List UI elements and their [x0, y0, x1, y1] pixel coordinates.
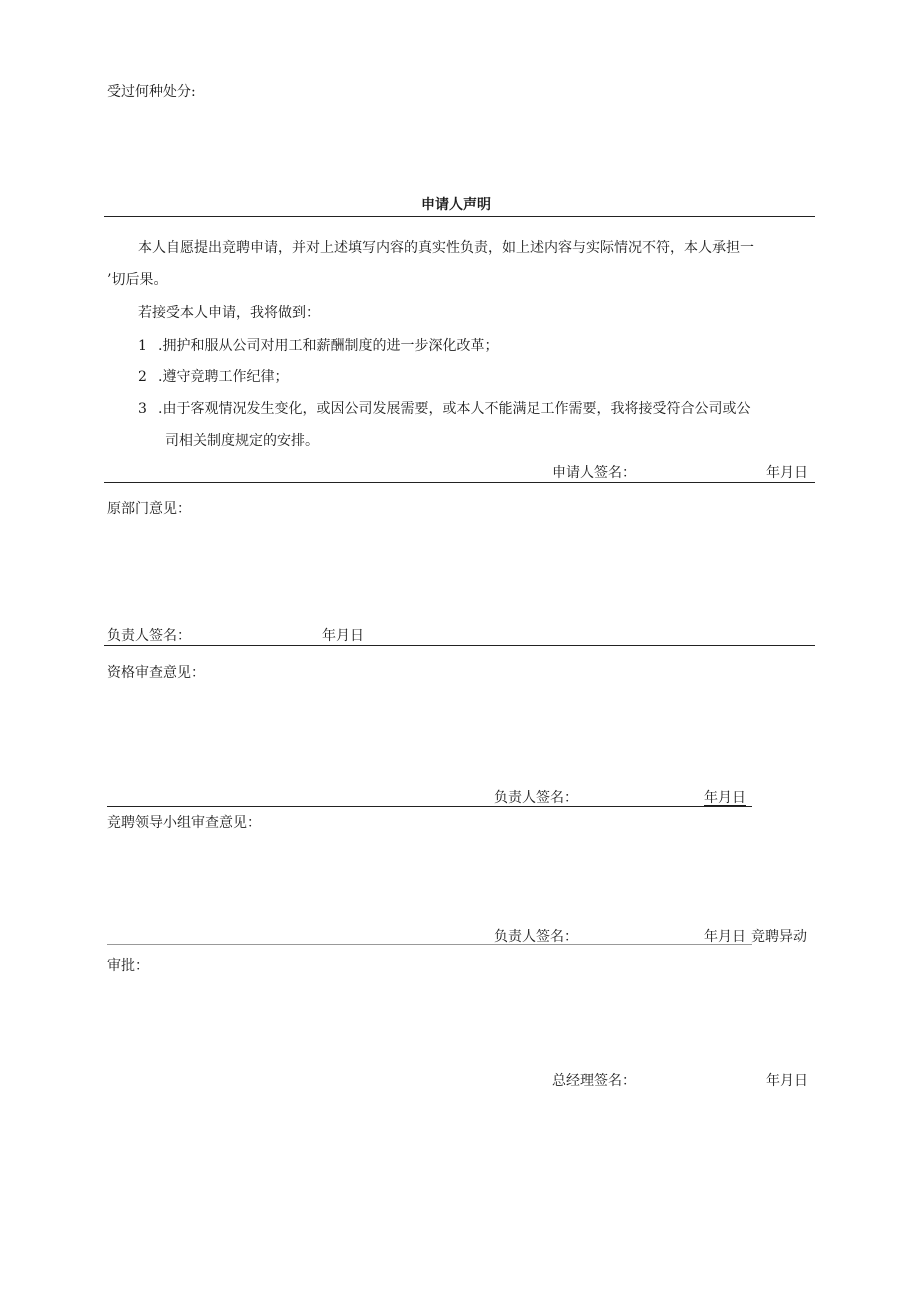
qualification-label: 资格审查意见： [107, 665, 205, 681]
punishment-label: 受过何种处分: [107, 84, 196, 100]
declaration-item-1-text: .拥护和服从公司对用工和薪酬制度的进一步深化改革； [158, 338, 499, 354]
applicant-signature-date: 年月日 [766, 465, 808, 481]
leadership-rule [107, 944, 752, 945]
qualification-rule [107, 806, 752, 807]
declaration-top-rule [104, 216, 815, 217]
original-dept-signature-label: 负责人签名： [107, 628, 191, 644]
declaration-item-3-text: .由于客观情况发生变化，或因公司发展需要，或本人不能满足工作需要，我将接受符合公司或公 [158, 401, 751, 417]
applicant-signature-label: 申请人签名： [552, 465, 636, 481]
leadership-label: 竞聘领导小组审查意见： [107, 815, 261, 831]
original-dept-label: 原部门意见： [107, 501, 191, 517]
declaration-item-2-text: .遵守竞聘工作纪律； [158, 369, 289, 385]
approval-label: 审批： [107, 958, 149, 974]
declaration-para1-line1: 本人自愿提出竞聘申请，并对上述填写内容的真实性负责，如上述内容与实际情况不符，本人承担一 [138, 240, 754, 256]
declaration-item-1-number: 1 [138, 338, 147, 354]
declaration-item-3-number: 3 [138, 401, 147, 417]
leadership-signature-date: 年月日 [704, 929, 746, 945]
declaration-title: 申请人声明 [421, 197, 491, 213]
original-dept-rule [104, 645, 815, 646]
leadership-trailing-text: 竞聘异动 [751, 929, 807, 945]
declaration-para1-line2: ’切后果。 [107, 272, 168, 288]
general-manager-signature-date: 年月日 [766, 1073, 808, 1089]
declaration-bottom-rule [104, 482, 815, 483]
declaration-item-3-continuation: 司相关制度规定的安排。 [165, 433, 319, 449]
general-manager-signature-label: 总经理签名： [552, 1073, 636, 1089]
leadership-signature-label: 负责人签名： [494, 929, 578, 945]
qualification-signature-label: 负责人签名： [494, 790, 578, 806]
declaration-item-2-number: 2 [138, 369, 147, 385]
qualification-signature-date: 年月日 [704, 790, 746, 806]
original-dept-signature-date: 年月日 [322, 628, 364, 644]
declaration-para2: 若接受本人申请，我将做到： [138, 305, 320, 321]
